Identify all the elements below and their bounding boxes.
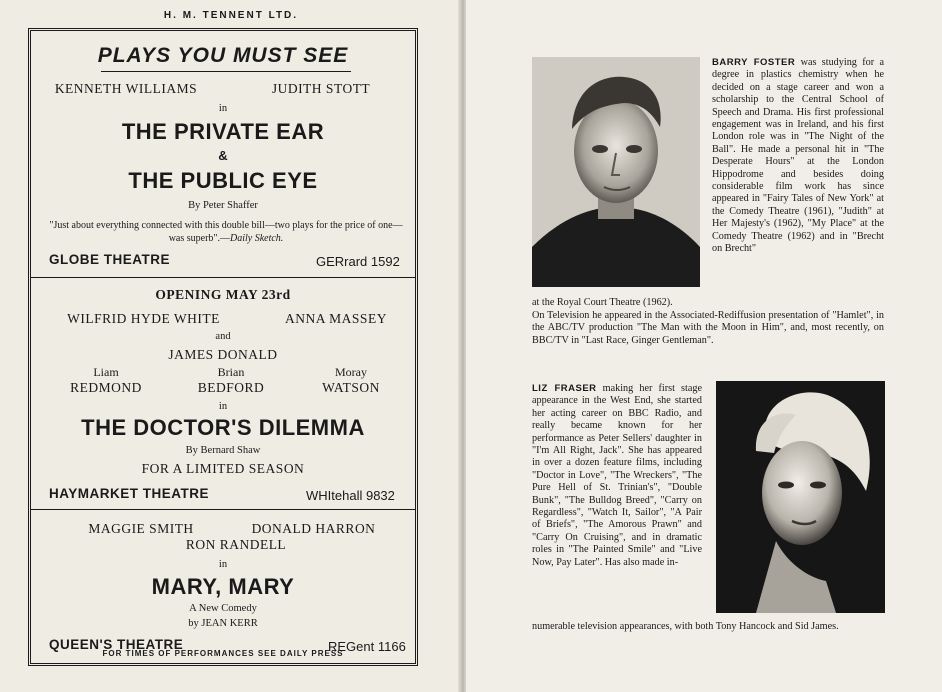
bio-text-liz-fraser: making her first stage appearance in the West End, she started her acting career on BBC Radio, and really became known for her performance as Peter Sellers' daughter in "I'm All Right, Jack". She has appeared in over a dozen feature films, including "Doctor in Love", "The Wreckers", "The Pure Hell of St. Trinian's", "Double Bunk", "The Bulldog Breed", "Carry on Regardless", "Watch It, Sailor", "A Pair of Briefs", "The Amorous Prawn" and "Carry On Cruising", and in dramatic roles in "The Painted Smile" and "Live Now, Pay Later". Has also made in- (532, 383, 702, 568)
bio-barry-foster-continued: at the Royal Court Theatre (1962). (532, 297, 673, 308)
last-name-redmond: REDMOND (70, 380, 142, 395)
phone-queens: REGent 1166 (328, 639, 406, 654)
first-name-moray: Moray (335, 365, 367, 379)
actor-donald-harron: DONALD HARRON (251, 521, 376, 536)
play-author-shaffer: By Peter Shaffer (188, 200, 258, 211)
actor-anna-massey: ANNA MASSEY (285, 311, 387, 326)
bio-text-barry-foster: was studying for a degree in plastics chemistry when he decided on a stage career and won a scholarship to the Central School of Speech and Drama. His first professional engagement was in Ireland, and his first London role was in "The Night of the Ball". He made a personal hit in "The Desperate Hours" at the London Hippodrome and besides doing considerable film work has since appeared in "Fairy Tales of New York" at the Comedy Theatre (1961), "Judith" at Her Majesty's (1962), "My Place" at the Comedy Theatre (1962) and in "Brecht on Brecht" (712, 57, 884, 255)
phone-haymarket: WHItehall 9832 (306, 488, 395, 503)
bio-barry-foster (712, 57, 884, 256)
first-name-brian: Brian (217, 365, 245, 379)
press-quote (49, 219, 403, 245)
press-quote-source: Daily Sketch. (229, 233, 284, 244)
bio-liz-fraser (532, 383, 702, 569)
play-title-public-eye: THE PUBLIC EYE (128, 168, 318, 193)
play-subtitle: A New Comedy (189, 603, 257, 614)
opening-date: OPENING MAY 23rd (155, 287, 291, 302)
theatre-globe: GLOBE THEATRE (49, 252, 170, 267)
advert-frame (28, 28, 418, 666)
advert-heading: PLAYS YOU MUST SEE (97, 44, 349, 67)
limited-season: FOR A LIMITED SEASON (141, 461, 305, 476)
last-name-bedford: BEDFORD (197, 380, 265, 395)
actor-liam-redmond (51, 365, 161, 396)
play-author-kerr: by JEAN KERR (188, 618, 258, 629)
first-name-liam: Liam (93, 365, 119, 379)
portrait-liz-fraser (716, 381, 885, 613)
bio-name-liz-fraser: LIZ FRASER (532, 383, 597, 394)
theatre-haymarket: HAYMARKET THEATRE (49, 486, 210, 501)
right-page (466, 0, 942, 692)
play-title-mary-mary: MARY, MARY (151, 574, 295, 599)
theatre-queens: QUEEN'S THEATRE (49, 637, 184, 652)
heading-underline (101, 71, 351, 72)
bio-barry-foster-television: On Television he appeared in the Associated-Rediffusion presentation of "Hamlet", in the ABC/TV production "The Man with the Moon in Him", and, most recently, on BBC/TV in "Last Race, Ginger Gentleman". (532, 310, 884, 346)
in-label-2: in (218, 401, 228, 412)
left-page (0, 0, 462, 692)
actor-maggie-smith: MAGGIE SMITH (88, 521, 194, 536)
section-divider-1 (31, 277, 415, 278)
actor-wilfrid-hyde-white: WILFRID HYDE WHITE (67, 311, 220, 326)
phone-globe: GERrard 1592 (316, 254, 400, 269)
play-title-private-ear: THE PRIVATE EAR (121, 119, 325, 144)
photo-barry-foster (532, 57, 700, 287)
in-label-3: in (218, 559, 228, 570)
actor-kenneth-williams: KENNETH WILLIAMS (54, 81, 198, 96)
bio-name-barry-foster: BARRY FOSTER (712, 57, 796, 68)
publisher-name: H. M. TENNENT LTD. (163, 10, 299, 21)
bio-liz-fraser-continued: numerable television appearances, with both Tony Hancock and Sid James. (532, 621, 839, 632)
ampersand: & (218, 148, 228, 163)
last-name-watson: WATSON (322, 380, 380, 395)
section-divider-2 (31, 509, 415, 510)
actor-judith-stott: JUDITH STOTT (271, 81, 371, 96)
photo-liz-fraser (716, 381, 885, 613)
footer-note: FOR TIMES OF PERFORMANCES SEE DAILY PRESS (102, 649, 344, 658)
play-author-shaw: By Bernard Shaw (185, 445, 261, 456)
and-label: and (215, 331, 231, 342)
play-title-doctors-dilemma: THE DOCTOR'S DILEMMA (81, 415, 365, 440)
press-quote-text: "Just about everything connected with this double bill—two plays for the price of one—was superb".— (49, 220, 403, 244)
actor-ron-randell: RON RANDELL (185, 537, 287, 552)
actor-james-donald: JAMES DONALD (168, 347, 278, 362)
actor-brian-bedford (176, 365, 286, 396)
in-label: in (218, 103, 228, 114)
actor-moray-watson (296, 365, 406, 396)
portrait-barry-foster (532, 57, 700, 287)
